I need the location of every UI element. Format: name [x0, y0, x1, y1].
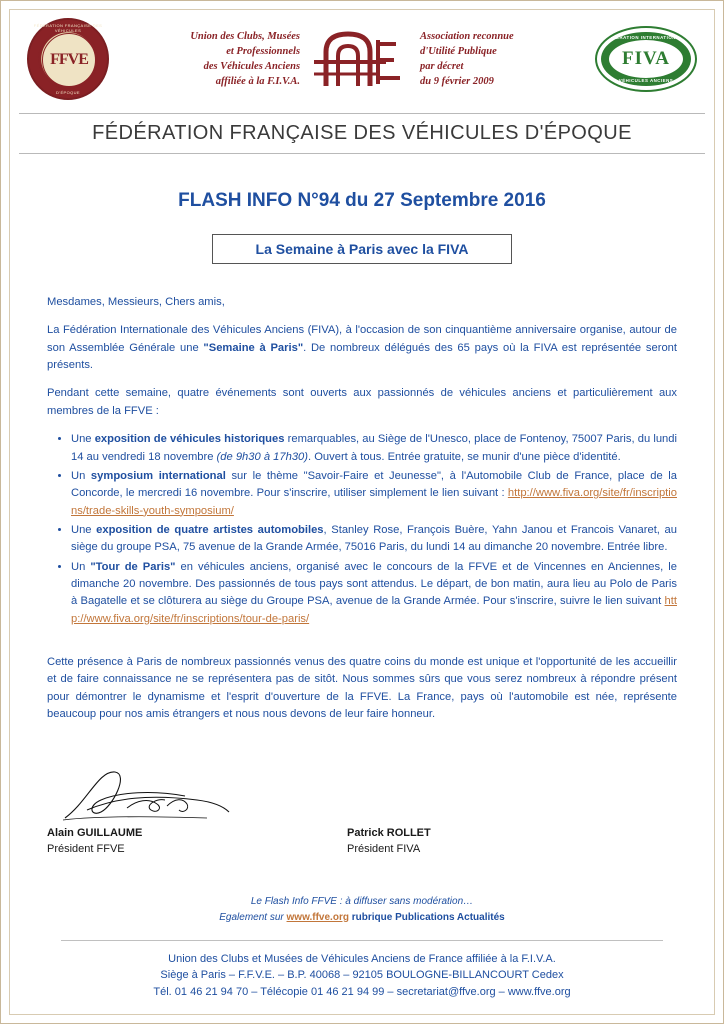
header-left-caption-line-1: Union des Clubs, Musées — [190, 30, 301, 42]
footer-address-line-2: Siège à Paris – F.F.V.E. – B.P. 40068 – 92105 BOULOGNE-BILLANCOURT Cedex — [160, 969, 564, 982]
signature-left-name: Alain GUILLAUME — [47, 826, 143, 839]
closing-paragraph: Cette présence à Paris de nombreux passionnés venus des quatre coins du monde est unique et l'opportunité de les accueillir et de faire connaissance ne se représentera pas de sitôt. Nous sommes sûrs que vous serez nombreux à répondre présent pour démontrer le dynamisme et l'esprit d'ouverture de la FFVE. La France, pays où l'automobile est née, représente beaucoup pour nos amis étrangers et nous nous devons de leur faire honneur. — [47, 656, 677, 721]
page-title: FLASH INFO N°94 du 27 Septembre 2016 — [178, 190, 546, 211]
event-4-bold: "Tour de Paris" — [90, 560, 176, 573]
footer-note-line-2-pre: Egalement sur — [219, 911, 287, 923]
event-2-bold: symposium international — [90, 469, 226, 482]
header-right-caption-line-4: du 9 février 2009 — [420, 76, 494, 88]
footer-address — [1, 951, 723, 1001]
signature-right — [347, 826, 647, 858]
intro-paragraph — [47, 322, 677, 374]
footer-note — [1, 894, 723, 926]
signature-right-role: Président FIVA — [347, 842, 421, 855]
footer-address-line-3: Tél. 01 46 21 94 70 – Télécopie 01 46 21 94 99 – secretariat@ffve.org – www.ffve.org — [153, 985, 571, 998]
event-4-pre: Un — [71, 560, 91, 573]
ffve-website-link[interactable]: www.ffve.org — [286, 911, 349, 923]
footer-note-line-2-post: rubrique Publications Actualités — [348, 911, 505, 923]
list-item — [71, 431, 677, 466]
event-1-italic: (de 9h30 à 17h30) — [216, 450, 308, 463]
signature-right-name: Patrick ROLLET — [347, 826, 431, 839]
signature-area — [47, 766, 677, 858]
footer-address-line-1: Union des Clubs et Musées de Véhicules Anciens de France affiliée à la F.I.V.A. — [168, 952, 556, 965]
fiva-logo-arc-top: FÉDÉRATION INTERNATIONALE — [605, 35, 687, 40]
ffve-crest-initials: FFVE — [42, 33, 96, 87]
fiva-logo-text: FIVA — [622, 48, 670, 69]
tour-de-paris-registration-link[interactable]: http://www.fiva.org/site/fr/inscriptions/tour-de-paris/ — [71, 595, 677, 625]
list-item — [71, 522, 677, 557]
header-center-block — [109, 26, 595, 92]
event-1-pre: Une — [71, 433, 95, 446]
event-2-pre: Un — [71, 469, 91, 482]
fiva-logo — [595, 26, 697, 92]
list-item — [71, 468, 677, 520]
header-left-caption-line-4: affiliée à la F.I.V.A. — [215, 76, 301, 88]
handwritten-signature-icon — [57, 760, 257, 835]
document-header — [1, 1, 723, 113]
events-lead-paragraph: Pendant cette semaine, quatre événements sont ouverts aux passionnés de véhicules anciens et particulièrement aux membres de la FFVE : — [47, 387, 677, 417]
header-right-caption-line-2: d'Utilité Publique — [420, 45, 497, 57]
event-1-bold: exposition de véhicules historiques — [94, 433, 285, 446]
signature-left-role: Président FFVE — [47, 842, 125, 855]
header-right-caption — [420, 29, 514, 90]
ffve-crest-ring-top-text: FÉDÉRATION FRANÇAISE DES VÉHICULES — [33, 23, 103, 33]
header-right-caption-line-1: Association reconnue — [420, 30, 514, 42]
event-3-post1: , Stanley Rose, François Buère, Yahn Janou et Francois Vanaret, au siège du groupe PSA, 75 avenue de la Grande Armée, 75016 Paris, du lundi 14 au dimanche 20 novembre. Entrée libre. — [71, 523, 677, 554]
event-4-post1: en véhicules anciens, organisé avec le concours de la FFVE et de Vincennes en Anciennes, le dimanche 20 novembre. Des passionnés de tous pays sont attendus. Le départ, de bon matin, aura lieu au Polo de Paris à Bagatelle et se clôturera au siège du Groupe PSA, avenue de la Grande Armée. Pour s'inscrire, suivre le lien suivant — [71, 560, 677, 608]
subtitle-banner: La Semaine à Paris avec la FIVA — [212, 234, 512, 264]
footer-note-line-2 — [1, 910, 723, 926]
signature-left — [47, 826, 347, 858]
ffve-crest-ring-bottom-text: D'ÉPOQUE — [56, 90, 80, 95]
ffve-wordmark-icon — [308, 26, 412, 92]
header-right-caption-line-3: par décret — [420, 61, 464, 72]
intro-part-2: . De nombreux délégués des 65 pays où la FIVA est représentée seront présents. — [47, 341, 677, 372]
header-left-caption-line-3: des Véhicules Anciens — [203, 61, 301, 72]
document-body — [47, 294, 677, 724]
events-list — [47, 431, 677, 628]
intro-bold: "Semaine à Paris" — [203, 341, 304, 354]
event-1-post2: . Ouvert à tous. Entrée gratuite, se munir d'une pièce d'identité. — [308, 450, 621, 463]
footer-note-line-1: Le Flash Info FFVE : à diffuser sans modération… — [250, 895, 474, 907]
intro-part-1: La Fédération Internationale des Véhicules Anciens (FIVA), à l'occasion de son cinquantième anniversaire organise, autour de son Assemblée Générale une — [47, 324, 677, 354]
footer-divider — [61, 940, 663, 941]
event-3-pre: Une — [71, 523, 97, 536]
signature-names-row — [47, 826, 677, 858]
ffve-crest-logo — [27, 18, 109, 100]
event-3-bold: exposition de quatre artistes automobiles — [96, 523, 324, 536]
event-2-post1: sur le thème "Savoir-Faire et Jeunesse", à l'Automobile Club de France, place de la Concorde, le mercredi 16 novembre. Pour s'inscrire, utiliser simplement le lien suivant : — [71, 469, 677, 500]
header-left-caption-line-2: et Professionnels — [226, 45, 301, 57]
fiva-logo-arc-bottom: VÉHICULES ANCIENS — [618, 78, 674, 83]
header-left-caption — [190, 29, 300, 90]
federation-title: FÉDÉRATION FRANÇAISE DES VÉHICULES D'ÉPOQUE — [92, 122, 632, 144]
event-1-post1: remarquables, au Siège de l'Unesco, place de Fontenoy, 75007 Paris, du lundi 14 au vendredi 18 novembre — [71, 433, 677, 463]
header-divider-bottom — [19, 153, 705, 154]
greeting-paragraph: Mesdames, Messieurs, Chers amis, — [47, 296, 225, 308]
symposium-registration-link[interactable]: http://www.fiva.org/site/fr/inscriptions/trade-skills-youth-symposium/ — [71, 487, 677, 517]
list-item — [71, 559, 677, 628]
